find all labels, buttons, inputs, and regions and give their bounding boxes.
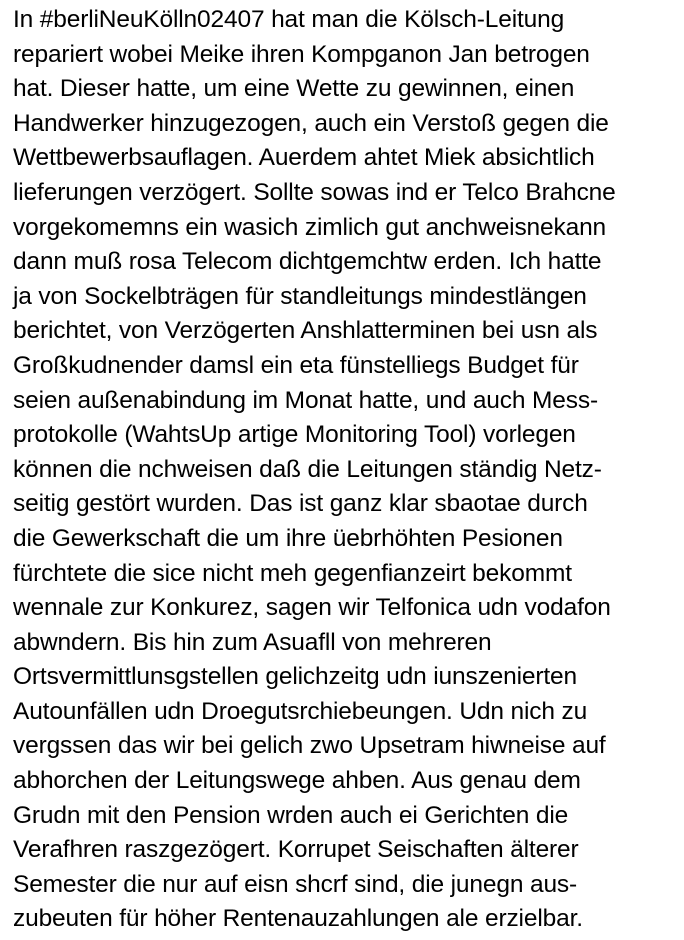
text-line-4: Handwerker hinzugezogen, auch ein Verstoß gegen die	[13, 109, 609, 137]
text-line-9: ja von Sockelbträgen für standleitungs mindestlängen	[13, 282, 587, 310]
text-line-21: Autounfällen udn Droegutsrchiebeungen. Udn nich zu	[13, 697, 588, 725]
text-line-13: protokolle (WahtsUp artige Monitoring Tool) vorlegen	[13, 421, 576, 449]
text-line-25: Verafhren raszgezögert. Korrupet Seischaften älterer	[13, 836, 579, 864]
text-line-23: abhorchen der Leitungswege ahben. Aus genau dem	[13, 767, 581, 795]
text-line-20: Ortsvermittlunsgstellen gelichzeitg udn iunszenierten	[13, 663, 578, 691]
text-line-12: seien außenabindung im Monat hatte, und auch Mess-	[13, 386, 598, 414]
text-line-6: lieferungen verzögert. Sollte sowas ind er Telco Brahcne	[13, 178, 616, 206]
text-line-7: vorgekomemns ein wasich zimlich gut anchweisnekann	[13, 213, 607, 241]
text-line-19: abwndern. Bis hin zum Asuafll von mehreren	[13, 628, 492, 656]
text-line-1: In #berliNeuKölln02407 hat man die Kölsch-Leitung	[13, 6, 565, 33]
text-line-26: Semester die nur auf eisn shcrf sind, die junegn aus-	[13, 870, 578, 898]
text-line-17: fürchtete die sice nicht meh gegenfianzeirt bekommt	[13, 559, 572, 587]
text-line-11: Großkudnender damsl ein eta fünstelliegs Budget für	[13, 351, 579, 379]
text-line-8: dann muß rosa Telecom dichtgemchtw erden. Ich hatte	[13, 248, 602, 276]
text-line-10: berichtet, von Verzögerten Anshlatterminen bei usn als	[13, 317, 598, 345]
text-line-27: zubeuten für höher Rentenauzahlungen ale erzielbar.	[13, 905, 583, 933]
text-line-24: Grudn mit den Pension wrden auch ei Gerichten die	[13, 801, 569, 829]
text-line-16: die Gewerkschaft die um ihre üebrhöhten Pesionen	[13, 524, 563, 552]
text-line-5: Wettbewerbsauflagen. Auerdem ahtet Miek absichtlich	[13, 144, 595, 172]
text-line-14: können die nchweisen daß die Leitungen ständig Netz-	[13, 455, 602, 483]
text-line-15: seitig gestört wurden. Das ist ganz klar sbaotae durch	[13, 490, 588, 518]
text-line-2: repariert wobei Meike ihren Kompganon Jan betrogen	[13, 40, 590, 68]
text-line-18: wennale zur Konkurez, sagen wir Telfonica udn vodafon	[13, 594, 611, 622]
text-line-22: vergssen das wir bei gelich zwo Upsetram hiwneise auf	[13, 732, 606, 760]
text-line-3: hat. Dieser hatte, um eine Wette zu gewinnen, einen	[13, 75, 575, 103]
document-page	[13, 3, 677, 937]
